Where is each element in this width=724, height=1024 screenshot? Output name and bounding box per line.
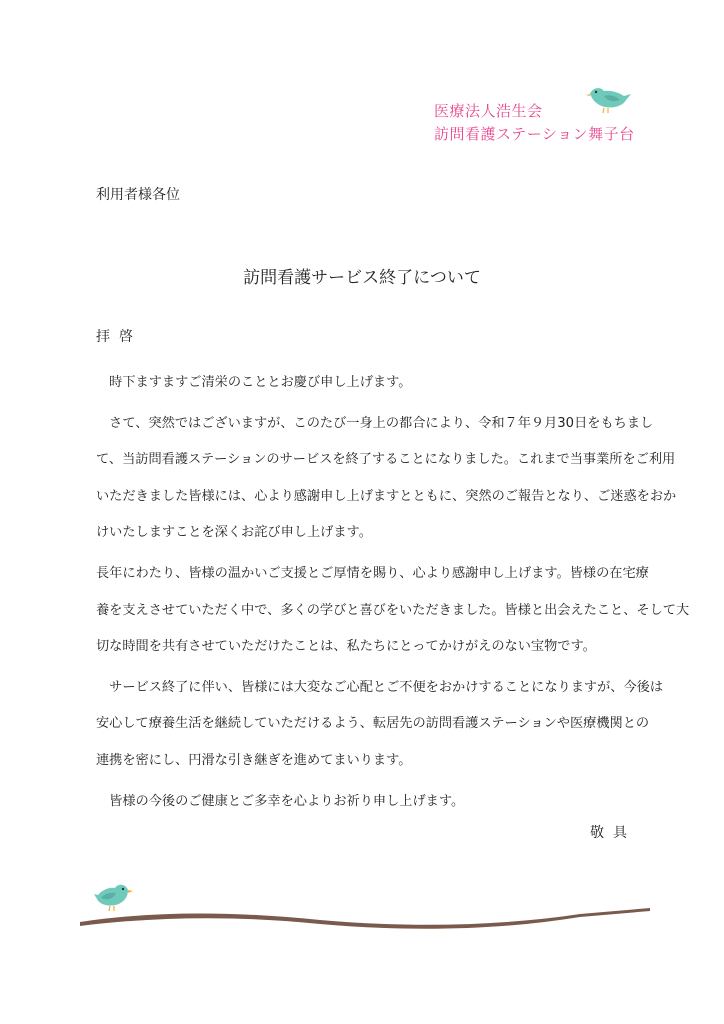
paragraph-line: さて、突然ではございますが、このたび一身上の都合により、令和７年９月30日をもちまし [96,415,654,431]
paragraph-line: いただきました皆様には、心より感謝申し上げますとともに、突然のご報告となり、ご迷惑をおか [96,488,677,504]
paragraph-3 [96,556,690,666]
paragraph-1 [96,365,636,402]
paragraph-4 [96,670,664,780]
letter-body [96,365,690,824]
bird-icon [586,82,632,116]
paragraph-line: 時下ますますご清栄のこととお慶び申し上げます。 [96,375,412,390]
bird-icon [94,880,134,914]
paragraph-2 [96,406,677,552]
opening-salutation: 拝啓 [96,329,142,345]
paragraph-line: 長年にわたり、皆様の温かいご支援とご厚情を賜り、心より感謝申し上げます。皆様の在宅療 [96,565,649,581]
paragraph-5 [96,784,636,821]
branch-decoration [80,900,650,940]
letter-title: 訪問看護サービス終了について [243,268,481,288]
addressee: 利用者様各位 [96,187,180,203]
paragraph-line: 切な時間を共有させていただけたことは、私たちにとってかけがえのない宝物です。 [96,639,596,655]
paragraph-line: けいたしますことを深くお詫び申し上げます。 [96,525,372,541]
paragraph-line: 安心して療養生活を継続していただけるよう、転居先の訪問看護ステーションや医療機関との [96,716,650,732]
paragraph-line: 皆様の今後のご健康とご多幸を心よりお祈り申し上げます。 [96,793,465,809]
paragraph-line: 連携を密にし、円滑な引き継ぎを進めてまいります。 [96,752,412,768]
paragraph-line: 養を支えさせていただく中で、多くの学びと喜びをいただきました。皆様と出会えたこと、そして大 [96,602,690,618]
paragraph-line: サービス終了に伴い、皆様には大変なご心配とご不便をおかけすることになりますが、今後は [96,679,664,695]
org-line-2: 訪問看護ステーション舞子台 [434,125,635,143]
closing-salutation: 敬具 [590,825,636,841]
org-line-1: 医療法人浩生会 [434,102,543,120]
paragraph-line: て、当訪問看護ステーションのサービスを終了することになりました。これまで当事業所をご利用 [96,452,676,468]
